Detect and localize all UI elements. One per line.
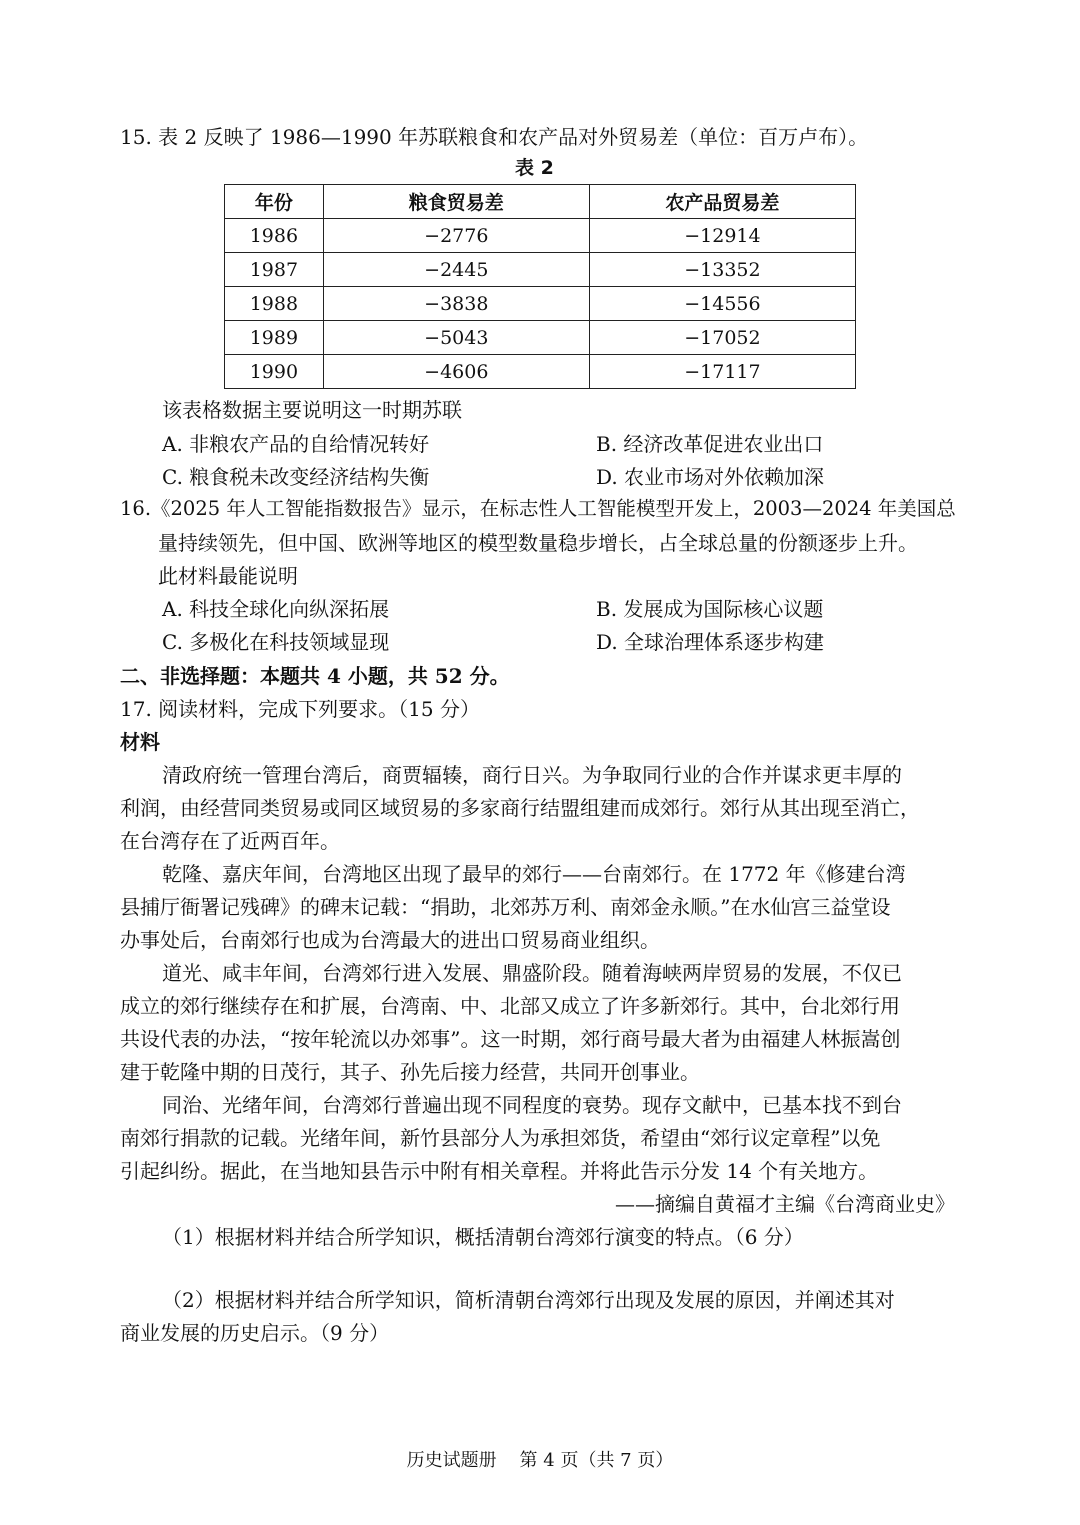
header-year: 年份 xyxy=(225,185,324,219)
q17-subquestion-2-line1: （2）根据材料并结合所学知识，简析清朝台湾郊行出现及发展的原因，并阐述其对 xyxy=(162,1288,895,1312)
q15-option-b: B. 经济改革促进农业出口 xyxy=(596,432,824,456)
cell-agri: −17117 xyxy=(589,355,855,389)
cell-year: 1988 xyxy=(225,287,324,321)
material-para3-line: 建于乾隆中期的日茂行，其子、孙先后接力经营，共同开创事业。 xyxy=(120,1060,700,1084)
q15-option-c: C. 粮食税未改变经济结构失衡 xyxy=(162,465,430,489)
cell-agri: −12914 xyxy=(589,219,855,253)
q17-subquestion-2-line2: 商业发展的历史启示。（9 分） xyxy=(120,1321,390,1345)
cell-grain: −2445 xyxy=(323,253,589,287)
table-title: 表 2 xyxy=(515,157,554,179)
cell-agri: −17052 xyxy=(589,321,855,355)
table-row xyxy=(225,287,856,321)
table-row xyxy=(225,253,856,287)
material-para3-line: 道光、咸丰年间，台湾郊行进入发展、鼎盛阶段。随着海峡两岸贸易的发展，不仅已 xyxy=(162,961,902,985)
material-para2-line: 乾隆、嘉庆年间，台湾地区出现了最早的郊行——台南郊行。在 1772 年《修建台湾 xyxy=(162,862,906,886)
cell-year: 1990 xyxy=(225,355,324,389)
material-para2-line: 办事处后，台南郊行也成为台湾最大的进出口贸易商业组织。 xyxy=(120,928,660,952)
header-agri-balance: 农产品贸易差 xyxy=(589,185,855,219)
trade-balance-table xyxy=(224,184,856,389)
q16-line2: 量持续领先，但中国、欧洲等地区的模型数量稳步增长，占全球总量的份额逐步上升。 xyxy=(158,531,918,555)
q16-option-a: A. 科技全球化向纵深拓展 xyxy=(162,597,390,621)
cell-grain: −2776 xyxy=(323,219,589,253)
material-source: ——摘编自黄福才主编《台湾商业史》 xyxy=(615,1192,955,1216)
cell-year: 1989 xyxy=(225,321,324,355)
table-row xyxy=(225,321,856,355)
material-para1-line: 在台湾存在了近两百年。 xyxy=(120,829,340,853)
material-para4-line: 南郊行捐款的记载。光绪年间，新竹县部分人为承担郊货，希望由“郊行议定章程”以免 xyxy=(120,1126,881,1150)
header-grain-balance: 粮食贸易差 xyxy=(323,185,589,219)
cell-year: 1986 xyxy=(225,219,324,253)
material-para1-line: 清政府统一管理台湾后，商贾辐辏，商行日兴。为争取同行业的合作并谋求更丰厚的 xyxy=(162,763,902,787)
section-heading: 二、非选择题：本题共 4 小题，共 52 分。 xyxy=(120,664,510,688)
q15-option-a: A. 非粮农产品的自给情况转好 xyxy=(162,432,430,456)
q16-option-c: C. 多极化在科技领域显现 xyxy=(162,630,390,654)
q16-option-b: B. 发展成为国际核心议题 xyxy=(596,597,824,621)
q17-subquestion-1: （1）根据材料并结合所学知识，概括清朝台湾郊行演变的特点。（6 分） xyxy=(162,1225,804,1249)
material-para4-line: 引起纠纷。据此，在当地知县告示中附有相关章程。并将此告示分发 14 个有关地方。 xyxy=(120,1159,879,1183)
q15-stem: 15. 表 2 反映了 1986—1990 年苏联粮食和农产品对外贸易差（单位：百万卢布）。 xyxy=(120,125,869,149)
cell-grain: −3838 xyxy=(323,287,589,321)
cell-grain: −5043 xyxy=(323,321,589,355)
material-para2-line: 县捕厅衙署记残碑》的碑末记载：“捐助，北郊苏万利、南郊金永顺。”在水仙宫三益堂设 xyxy=(120,895,891,919)
q15-option-d: D. 农业市场对外依赖加深 xyxy=(596,465,825,489)
cell-grain: −4606 xyxy=(323,355,589,389)
material-para1-line: 利润，由经营同类贸易或同区域贸易的多家商行结盟组建而成郊行。郊行从其出现至消亡， xyxy=(120,796,920,820)
q15-prompt: 该表格数据主要说明这一时期苏联 xyxy=(162,398,462,422)
cell-agri: −13352 xyxy=(589,253,855,287)
q17-stem: 17. 阅读材料，完成下列要求。（15 分） xyxy=(120,697,480,721)
q16-line3: 此材料最能说明 xyxy=(158,564,298,588)
cell-year: 1987 xyxy=(225,253,324,287)
cell-agri: −14556 xyxy=(589,287,855,321)
q16-line1: 16.《2025 年人工智能指数报告》显示，在标志性人工智能模型开发上，2003—2024 年美国总 xyxy=(120,497,956,520)
table-row xyxy=(225,219,856,253)
table-header-row xyxy=(225,185,856,219)
material-para4-line: 同治、光绪年间，台湾郊行普遍出现不同程度的衰势。现存文献中，已基本找不到台 xyxy=(162,1093,902,1117)
table-row xyxy=(225,355,856,389)
page-footer: 历史试题册 第 4 页（共 7 页） xyxy=(406,1450,674,1471)
q16-option-d: D. 全球治理体系逐步构建 xyxy=(596,630,825,654)
material-para3-line: 共设代表的办法，“按年轮流以办郊事”。这一时期，郊行商号最大者为由福建人林振嵩创 xyxy=(120,1027,901,1051)
material-label: 材料 xyxy=(120,730,160,754)
material-para3-line: 成立的郊行继续存在和扩展，台湾南、中、北部又成立了许多新郊行。其中，台北郊行用 xyxy=(120,994,900,1018)
